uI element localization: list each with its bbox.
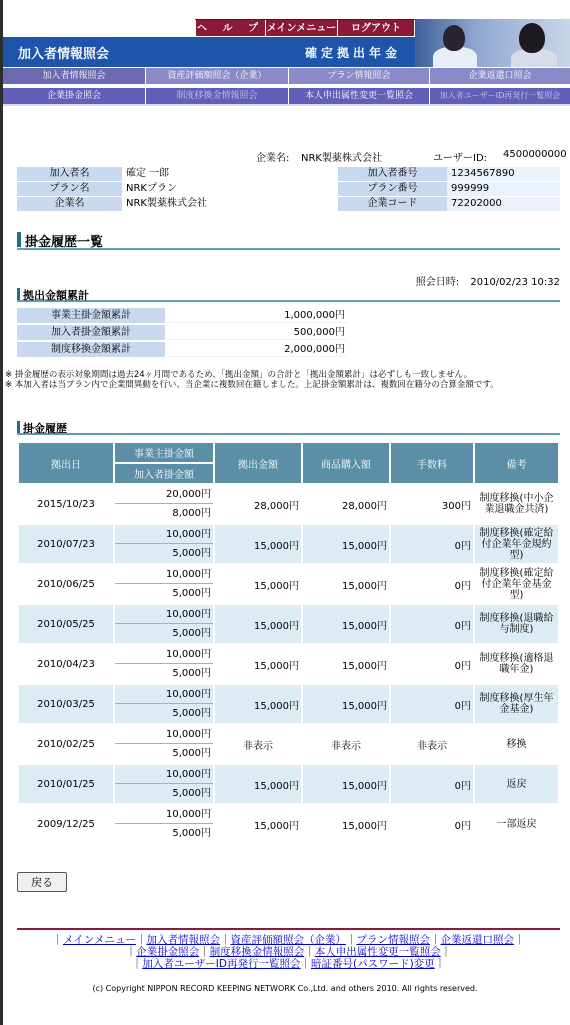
note-text: ※ 本加入者は当プラン内で企業間異動を行い、当企業に複数回在籍しました。上記掛金額累計は、複数回在籍分の合算金額です。 — [5, 380, 499, 390]
menu-asset-valuation[interactable]: 資産評価額照会（企業） — [146, 68, 289, 84]
company-label: 企業名: — [256, 153, 290, 164]
menu-row-1 — [3, 68, 570, 84]
title-bar — [3, 37, 415, 67]
cell-employer: 10,000円 — [115, 525, 213, 544]
header-photo — [415, 19, 570, 67]
footer-link-userid-reissue[interactable]: 加入者ユーザーID再発行一覧照会 — [142, 958, 301, 970]
cell-purchase: 15,000円 — [303, 765, 389, 803]
info-value: 999999 — [447, 182, 560, 196]
totals-value: 1,000,000円 — [167, 308, 347, 323]
table-row — [19, 565, 558, 603]
note-text: ※ 掛金履歴の表示対象期間は過去24ヶ月間であるため、「拠出金額」の合計と「拠出金額累計」は必ずしも一致しません。 — [5, 370, 473, 380]
totals-row — [17, 325, 347, 340]
cell-fee: 0円 — [391, 685, 473, 723]
cell-fee: 0円 — [391, 765, 473, 803]
table-row — [19, 805, 558, 843]
info-key: 加入者番号 — [338, 167, 447, 181]
cell-fee: 0円 — [391, 645, 473, 683]
cell-date: 2009/12/25 — [19, 805, 113, 843]
cell-employer: 10,000円 — [115, 565, 213, 584]
cell-fee: 0円 — [391, 565, 473, 603]
cell-contrib — [115, 565, 213, 603]
cell-fee: 非表示 — [391, 725, 473, 763]
col-fee: 手数料 — [391, 443, 473, 483]
cell-contrib — [115, 685, 213, 723]
info-key: 企業コード — [338, 197, 447, 211]
cell-remarks: 制度移換(中小企業退職金共済) — [475, 485, 558, 523]
cell-member: 5,000円 — [172, 628, 211, 639]
cell-date: 2010/03/25 — [19, 685, 113, 723]
totals-heading — [17, 286, 560, 302]
cell-member: 5,000円 — [172, 548, 211, 559]
cell-contrib — [115, 525, 213, 563]
menu-company-return[interactable]: 企業返還口照会 — [468, 71, 532, 81]
menu-bottom-rule — [3, 104, 570, 106]
cell-remarks: 移換 — [475, 725, 558, 763]
cell-purchase: 15,000円 — [303, 525, 389, 563]
system-title: 確定拠出年金 — [305, 46, 402, 60]
left-border — [0, 0, 3, 1025]
col-date: 拠出日 — [19, 443, 113, 483]
footer-link-attribute-change[interactable]: 本人申出属性変更一覧照会 — [314, 946, 441, 958]
cell-amount: 15,000円 — [215, 685, 301, 723]
back-button[interactable]: 戻る — [17, 872, 67, 892]
cell-member: 8,000円 — [172, 508, 211, 519]
menu-member-info[interactable]: 加入者情報照会 — [3, 68, 146, 84]
col-employer: 事業主掛金額 — [115, 443, 213, 462]
cell-purchase: 15,000円 — [303, 565, 389, 603]
cell-employer: 10,000円 — [115, 605, 213, 624]
cell-remarks: 制度移換(適格退職年金) — [475, 645, 558, 683]
cell-date: 2010/05/25 — [19, 605, 113, 643]
cell-remarks: 制度移換(厚生年金基金) — [475, 685, 558, 723]
cell-remarks: 制度移換(確定給付企業年金基金型) — [475, 565, 558, 603]
cell-fee: 0円 — [391, 525, 473, 563]
history-title: 掛金履歴 — [23, 422, 67, 435]
cell-amount: 15,000円 — [215, 565, 301, 603]
cell-employer: 10,000円 — [115, 725, 213, 744]
totals-row — [17, 308, 347, 323]
info-row — [17, 167, 560, 181]
cell-date: 2010/01/25 — [19, 765, 113, 803]
cell-date: 2010/06/25 — [19, 565, 113, 603]
totals-table — [17, 308, 347, 359]
info-key: プラン番号 — [338, 182, 447, 196]
section-heading — [17, 230, 560, 250]
menu-row-2 — [3, 88, 570, 104]
cell-date: 2010/02/25 — [19, 725, 113, 763]
cell-member: 5,000円 — [172, 588, 211, 599]
cell-fee: 0円 — [391, 605, 473, 643]
cell-purchase: 非表示 — [303, 725, 389, 763]
cell-contrib — [115, 605, 213, 643]
menu-company-contribution[interactable]: 企業掛金照会 — [3, 88, 146, 104]
main-menu-link[interactable]: メインメニュー — [265, 20, 337, 36]
table-row — [19, 605, 558, 643]
user-id-label: ユーザーID: — [433, 153, 488, 164]
totals-row — [17, 342, 347, 357]
footer-link-password-change[interactable]: 暗証番号(パスワード)変更 — [310, 958, 435, 970]
menu-attribute-change[interactable]: 本人申出属性変更一覧照会 — [289, 88, 430, 104]
cell-remarks: 制度移換(確定給付企業年金規約型) — [475, 525, 558, 563]
cell-fee: 300円 — [391, 485, 473, 523]
footer-link-company-contribution[interactable]: 企業掛金照会 — [136, 946, 200, 958]
cell-contrib — [115, 645, 213, 683]
cell-amount: 15,000円 — [215, 645, 301, 683]
cell-date: 2010/07/23 — [19, 525, 113, 563]
totals-title: 拠出金額累計 — [23, 289, 89, 302]
footer-link-company-return[interactable]: 企業返還口照会 — [440, 934, 514, 946]
user-id-value: 4500000000 — [503, 149, 567, 160]
table-row — [19, 645, 558, 683]
col-remarks: 備考 — [475, 443, 558, 483]
query-date-value: 2010/02/23 10:32 — [470, 277, 560, 288]
cell-amount: 15,000円 — [215, 605, 301, 643]
cell-purchase: 15,000円 — [303, 645, 389, 683]
col-member: 加入者掛金額 — [115, 464, 213, 483]
history-heading — [17, 419, 560, 435]
member-info-table — [17, 167, 560, 212]
footer-rule — [17, 928, 560, 930]
totals-label: 加入者掛金額累計 — [17, 325, 165, 340]
cell-remarks: 返戻 — [475, 765, 558, 803]
cell-purchase: 28,000円 — [303, 485, 389, 523]
copyright: (c) Copyright NIPPON RECORD KEEPING NETWORK Co.,Ltd. and others 2010. All rights reserved. — [92, 984, 478, 993]
cell-date: 2015/10/23 — [19, 485, 113, 523]
table-row — [19, 725, 558, 763]
cell-amount: 15,000円 — [215, 525, 301, 563]
col-amount: 拠出金額 — [215, 443, 301, 483]
section-title: 掛金履歴一覧 — [25, 235, 104, 250]
help-link[interactable]: ヘ ル プ — [195, 20, 265, 36]
info-value: 72202000 — [447, 197, 560, 211]
cell-employer: 10,000円 — [115, 805, 213, 824]
cell-remarks: 一部返戻 — [475, 805, 558, 843]
cell-remarks: 制度移換(退職給与制度) — [475, 605, 558, 643]
cell-member: 5,000円 — [172, 748, 211, 759]
table-row — [19, 765, 558, 803]
cell-amount: 非表示 — [215, 725, 301, 763]
footer-link-member-info[interactable]: 加入者情報照会 — [146, 934, 220, 946]
info-row — [17, 197, 560, 211]
cell-contrib — [115, 805, 213, 843]
footer-link-asset-valuation[interactable]: 資産評価額照会（企業） — [230, 934, 346, 946]
totals-label: 事業主掛金額累計 — [17, 308, 165, 323]
info-value: NRK製薬株式会社 — [122, 197, 338, 211]
cell-employer: 20,000円 — [115, 485, 213, 504]
footer-link-transfer-info[interactable]: 制度移換金情報照会 — [209, 946, 305, 958]
info-key: 加入者名 — [17, 167, 122, 181]
footer-links: ｜メインメニュー｜加入者情報照会｜資産評価額照会（企業）｜プラン情報照会｜企業返還口照会｜ ｜企業掛金照会｜制度移換金情報照会｜本人申出属性変更一覧照会｜ ｜加入者ユーザーID再発行一覧照会｜暗証番号(パスワード)変更｜ — [52, 934, 525, 970]
cell-fee: 0円 — [391, 805, 473, 843]
top-nav — [195, 19, 415, 36]
cell-employer: 10,000円 — [115, 685, 213, 704]
info-value: 確定 一郎 — [122, 167, 338, 181]
menu-transfer-info[interactable]: 制度移換金情報照会 — [146, 88, 289, 104]
info-value: NRKプラン — [122, 182, 338, 196]
cell-amount: 28,000円 — [215, 485, 301, 523]
cell-amount: 15,000円 — [215, 805, 301, 843]
totals-value: 2,000,000円 — [167, 342, 347, 357]
cell-purchase: 15,000円 — [303, 605, 389, 643]
cell-employer: 10,000円 — [115, 645, 213, 664]
cell-contrib — [115, 725, 213, 763]
menu-plan-info[interactable]: プラン情報照会 — [289, 68, 430, 84]
history-table — [17, 441, 560, 845]
info-value: 1234567890 — [447, 167, 560, 181]
cell-member: 5,000円 — [172, 788, 211, 799]
cell-purchase: 15,000円 — [303, 685, 389, 723]
company-value: NRK製薬株式会社 — [301, 153, 382, 164]
totals-label: 制度移換金額累計 — [17, 342, 165, 357]
table-row — [19, 685, 558, 723]
info-key: 企業名 — [17, 197, 122, 211]
cell-purchase: 15,000円 — [303, 805, 389, 843]
menu-userid-reissue[interactable]: 加入者ユーザーID再発行一覧照会 — [439, 91, 561, 100]
table-row — [19, 525, 558, 563]
table-row — [19, 485, 558, 523]
cell-contrib — [115, 765, 213, 803]
cell-amount: 15,000円 — [215, 765, 301, 803]
info-row — [17, 182, 560, 196]
query-date-label: 照会日時: — [415, 277, 460, 288]
footer-link-plan-info[interactable]: プラン情報照会 — [356, 934, 430, 946]
cell-member: 5,000円 — [172, 708, 211, 719]
cell-contrib — [115, 485, 213, 523]
cell-member: 5,000円 — [172, 828, 211, 839]
cell-date: 2010/04/23 — [19, 645, 113, 683]
col-purchase: 商品購入額 — [303, 443, 389, 483]
cell-member: 5,000円 — [172, 668, 211, 679]
logout-link[interactable]: ログアウト — [337, 20, 415, 36]
notes — [5, 370, 560, 390]
footer-link-main-menu[interactable]: メインメニュー — [63, 934, 136, 946]
page-title: 加入者情報照会 — [18, 47, 110, 62]
cell-employer: 10,000円 — [115, 765, 213, 784]
info-key: プラン名 — [17, 182, 122, 196]
totals-value: 500,000円 — [167, 325, 347, 340]
